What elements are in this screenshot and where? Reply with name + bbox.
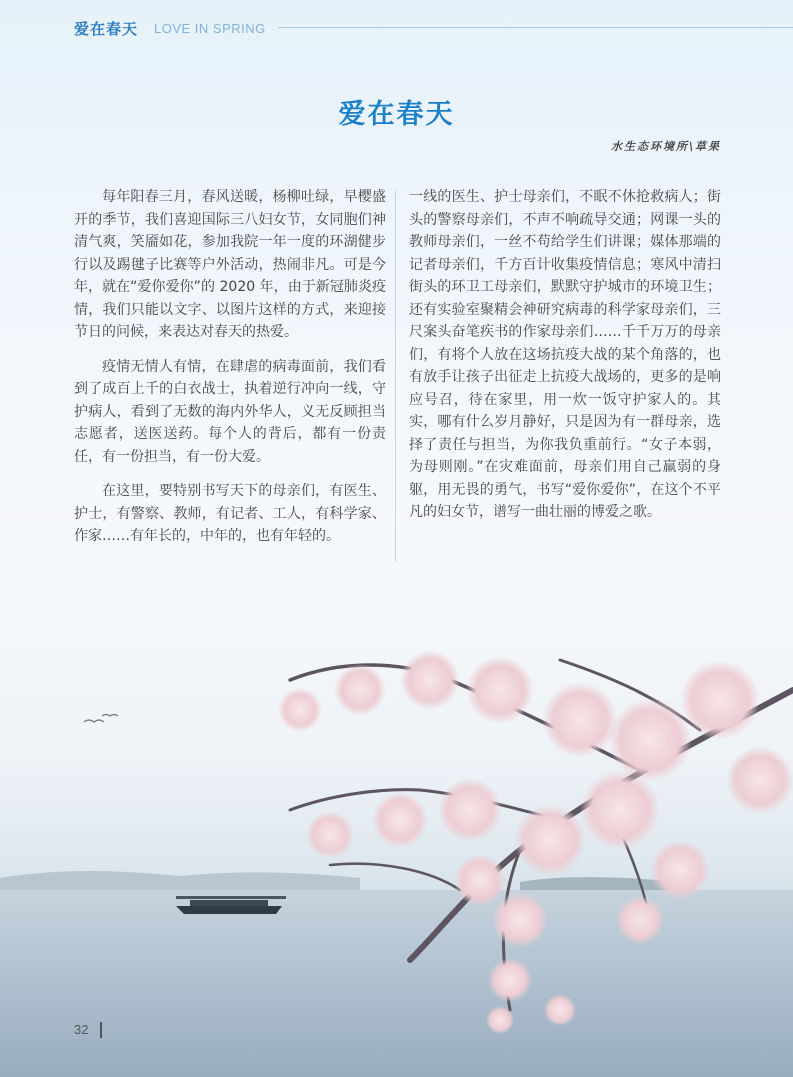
paragraph: 在这里，要特别书写天下的母亲们，有医生、护士，有警察、教师，有记者、工人，有科学家、作家……有年长的，中年的，也有年轻的。 xyxy=(74,483,386,544)
paragraph: 每年阳春三月，春风送暖，杨柳吐绿，早樱盛开的季节，我们喜迎国际三八妇女节，女同胞们神清气爽，笑靥如花，参加我院一年一度的环湖健步行以及踢毽子比赛等户外活动，热闹非凡。可是今年，就在“爱你爱你”的 2020 年，由于新冠肺炎疫情，我们只能以文字、以图片这样的方式，来迎接节日的问候，来表达对春天的热爱。 xyxy=(74,189,386,340)
header-title-en: LOVE IN SPRING xyxy=(154,20,266,36)
header-title-cn: 爱在春天 xyxy=(74,19,139,38)
paragraph: 疫情无情人有情，在肆虐的病毒面前，我们看到了成百上千的白衣战士，执着逆行冲向一线，守护病人，看到了无数的海内外华人，义无反顾担当志愿者，送医送药。每个人的背后，都有一份责任，有一份担当，有一份大爱。 xyxy=(74,358,386,465)
paragraph: 一线的医生、护士母亲们，不眠不休抢救病人；街头的警察母亲们，不声不响疏导交通；网课一头的教师母亲们，一丝不苟给学生们讲课；媒体那端的记者母亲们，千方百计收集疫情信息；寒风中清扫街头的环卫工母亲们，默默守护城市的环境卫生；还有实验室聚精会神研究病毒的科学家母亲们，三尺案头奋笔疾书的作家母亲们……千千万万的母亲们，有将个人放在这场抗疫大战的某个角落的，也有放手让孩子出征走上抗疫大战场的，更多的是响应号召，待在家里，用一炊一饭守护家人的。其实，哪有什么岁月静好，只是因为有一群母亲，选择了责任与担当，为你我负重前行。“女子本弱，为母则刚。”在灾难面前，母亲们用自己羸弱的身躯，用无畏的勇气，书写“爱你爱你”，在这个不平凡的妇女节，谱写一曲壮丽的博爱之歌。 xyxy=(409,189,721,520)
article-author: 水生态环境所\草果 xyxy=(610,140,721,153)
spring-lake-photo xyxy=(0,620,793,1077)
left-column xyxy=(74,186,386,560)
birds-icon xyxy=(84,715,118,723)
page-number-divider xyxy=(100,1022,102,1038)
lake-water xyxy=(0,890,793,1077)
page-number: 32 xyxy=(74,1022,89,1037)
distant-hills xyxy=(0,871,360,892)
article-title: 爱在春天 xyxy=(338,99,455,130)
header-divider xyxy=(278,27,793,28)
right-column xyxy=(409,186,721,536)
running-header xyxy=(74,16,266,40)
column-divider xyxy=(395,190,396,562)
